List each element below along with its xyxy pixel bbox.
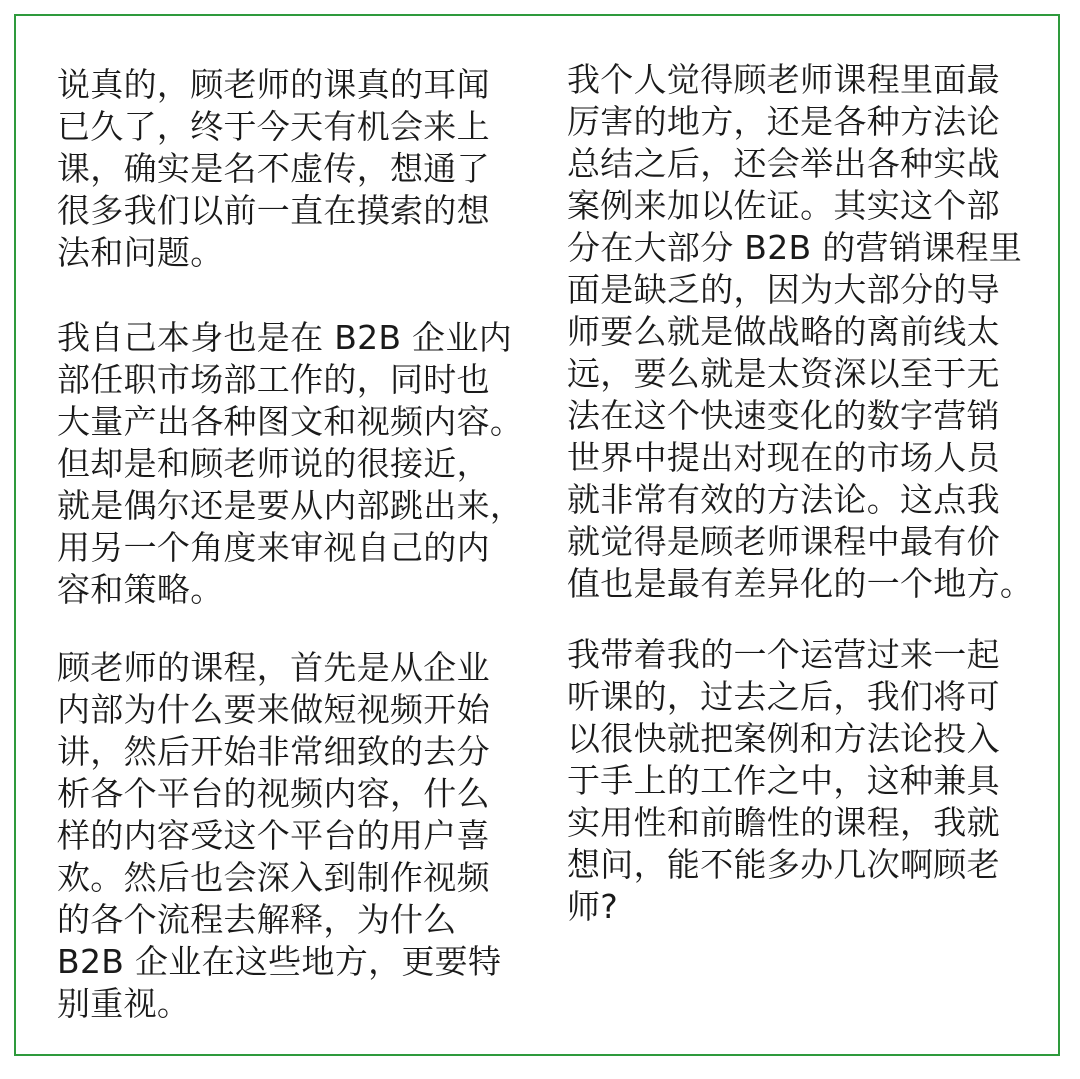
paragraph [567, 59, 1033, 605]
text-line: 想问，能不能多办几次啊顾老 [567, 845, 1000, 884]
text-line: 世界中提出对现在的市场人员 [567, 438, 1000, 477]
text-line: 就是偶尔还是要从内部跳出来， [57, 486, 524, 525]
text-line: 总结之后，还会举出各种实战 [567, 144, 1000, 183]
text-line: B2B 企业在这些地方，更要特 [57, 942, 502, 981]
text-line: 案例来加以佐证。其实这个部 [567, 186, 1000, 225]
text-line: 师? [567, 887, 619, 926]
paragraph [567, 634, 1000, 928]
text-line: 实用性和前瞻性的课程，我就 [567, 803, 1000, 842]
text-line: 大量产出各种图文和视频内容。 [57, 402, 524, 441]
text-line: 于手上的工作之中，这种兼具 [567, 761, 1000, 800]
text-line: 内部为什么要来做短视频开始 [57, 690, 490, 729]
text-line: 我带着我的一个运营过来一起 [567, 635, 1000, 674]
text-line: 已久了，终于今天有机会来上 [57, 107, 490, 146]
text-line: 讲，然后开始非常细致的去分 [57, 732, 490, 771]
text-line: 部任职市场部工作的，同时也 [57, 360, 490, 399]
text-line: 分在大部分 B2B 的营销课程里 [567, 228, 1023, 267]
text-line: 但却是和顾老师说的很接近， [57, 444, 490, 483]
text-line: 值也是最有差异化的一个地方。 [567, 564, 1034, 603]
text-line: 就非常有效的方法论。这点我 [567, 480, 1000, 519]
text-line: 顾老师的课程，首先是从企业 [57, 648, 490, 687]
text-line: 说真的，顾老师的课真的耳闻 [57, 65, 490, 104]
text-line: 我自己本身也是在 B2B 企业内 [57, 318, 513, 357]
text-line: 就觉得是顾老师课程中最有价 [567, 522, 1000, 561]
text-line: 听课的，过去之后，我们将可 [567, 677, 1000, 716]
paragraph [57, 647, 501, 1025]
text-line: 法在这个快速变化的数字营销 [567, 396, 1000, 435]
text-line: 欢。然后也会深入到制作视频 [57, 858, 490, 897]
text-line: 以很快就把案例和方法论投入 [567, 719, 1000, 758]
text-line: 的各个流程去解释，为什么 [57, 900, 457, 939]
text-line: 容和策略。 [57, 570, 224, 609]
paragraph [57, 317, 523, 611]
text-line: 我个人觉得顾老师课程里面最 [567, 60, 1000, 99]
text-line: 样的内容受这个平台的用户喜 [57, 816, 490, 855]
text-line: 厉害的地方，还是各种方法论 [567, 102, 1000, 141]
text-line: 别重视。 [57, 984, 191, 1023]
text-line: 课，确实是名不虚传，想通了 [57, 149, 490, 188]
text-line: 用另一个角度来审视自己的内 [57, 528, 490, 567]
paragraph [57, 64, 490, 274]
text-line: 很多我们以前一直在摸索的想 [57, 191, 490, 230]
text-line: 师要么就是做战略的离前线太 [567, 312, 1000, 351]
text-line: 远，要么就是太资深以至于无 [567, 354, 1000, 393]
text-line: 法和问题。 [57, 233, 224, 272]
text-line: 面是缺乏的，因为大部分的导 [567, 270, 1000, 309]
text-line: 析各个平台的视频内容，什么 [57, 774, 490, 813]
